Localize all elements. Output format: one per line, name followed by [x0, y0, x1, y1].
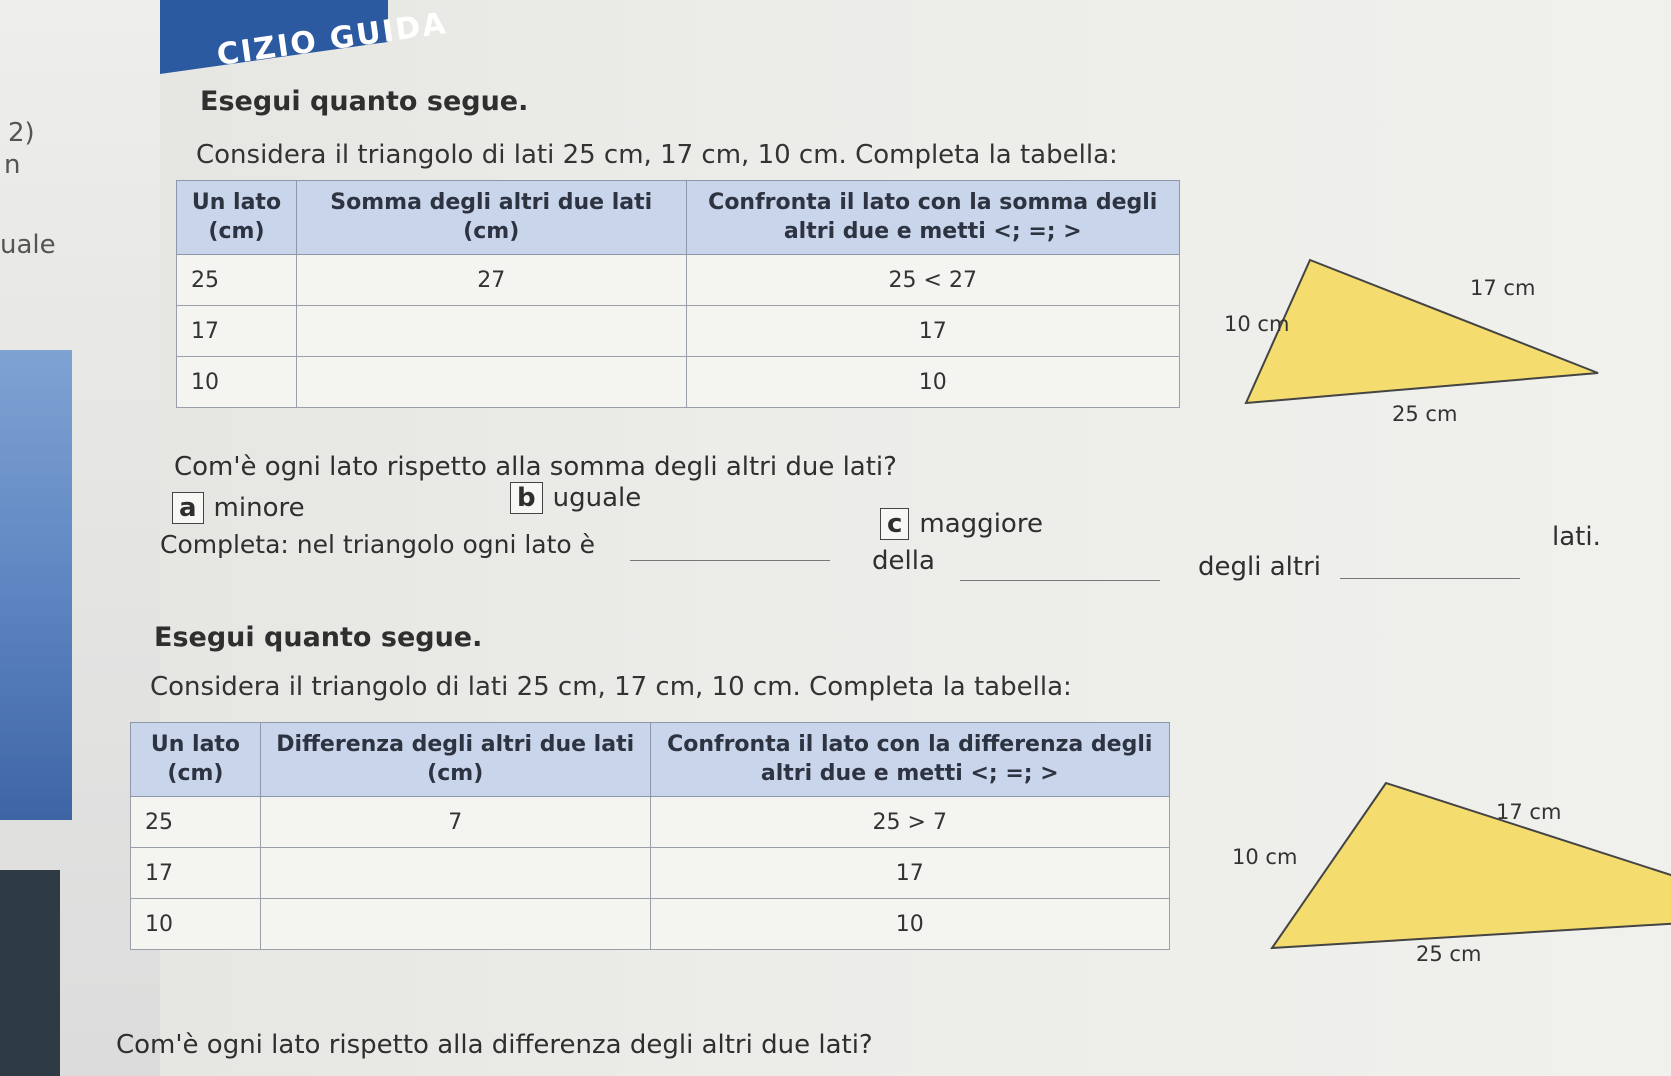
option-b[interactable] [510, 482, 641, 514]
ex1-triangle [1240, 255, 1620, 415]
banner-title: CIZIO GUIDA [214, 6, 450, 73]
option-text: maggiore [919, 509, 1043, 539]
triangle-label-right: 17 cm [1496, 800, 1562, 824]
ex2-table [130, 722, 1170, 950]
workbook-page [116, 0, 1671, 1076]
side-cell: 10 [177, 357, 297, 408]
sum-cell[interactable] [296, 306, 686, 357]
difference-cell[interactable] [260, 899, 650, 950]
side-cell: 25 [177, 255, 297, 306]
completa-text: Completa: nel triangolo ogni lato è [160, 530, 596, 559]
option-letter: b [510, 482, 543, 514]
table-row [177, 306, 1180, 357]
compare-cell[interactable]: 17 [686, 306, 1180, 357]
triangle-shape [1272, 783, 1671, 948]
compare-cell[interactable]: 10 [686, 357, 1180, 408]
side-cell: 10 [131, 899, 261, 950]
option-c[interactable] [880, 508, 1043, 540]
answer-line-3[interactable] [1340, 578, 1520, 579]
ex2-triangle [1266, 778, 1671, 958]
triangle-label-left: 10 cm [1224, 312, 1290, 336]
ex1-header-side: Un lato (cm) [177, 181, 297, 255]
sum-cell[interactable] [296, 357, 686, 408]
table-row [131, 899, 1170, 950]
option-text: minore [213, 493, 305, 523]
side-cell: 25 [131, 797, 261, 848]
ex1-table-header [177, 181, 1180, 255]
answer-line-1[interactable] [630, 560, 830, 561]
lati-text: lati. [1552, 522, 1601, 552]
option-letter: a [172, 492, 204, 524]
compare-cell[interactable]: 10 [650, 899, 1169, 950]
compare-cell[interactable]: 25 > 7 [650, 797, 1169, 848]
triangle-shape [1246, 260, 1598, 403]
degli-altri-text: degli altri [1198, 552, 1321, 582]
margin-number: 2) [8, 118, 35, 148]
option-letter: c [880, 508, 909, 540]
ex2-table-header [131, 723, 1170, 797]
margin-fragment: n [4, 150, 21, 180]
ex1-header-other: Somma degli altri due lati (cm) [296, 181, 686, 255]
ex2-heading: Esegui quanto segue. [154, 622, 483, 653]
margin-fragment-2: uale [0, 230, 56, 260]
triangle-label-right: 17 cm [1470, 276, 1536, 300]
ex2-header-side: Un lato (cm) [131, 723, 261, 797]
option-text: uguale [552, 483, 642, 513]
side-cell: 17 [177, 306, 297, 357]
table-row [177, 255, 1180, 306]
ex1-table [176, 180, 1180, 408]
compare-cell[interactable]: 17 [650, 848, 1169, 899]
triangle-label-left: 10 cm [1232, 845, 1298, 869]
answer-line-2[interactable] [960, 580, 1160, 581]
triangle-label-bottom: 25 cm [1392, 402, 1458, 426]
della-text: della [872, 546, 935, 576]
ex1-instruction: Considera il triangolo di lati 25 cm, 17 cm, 10 cm. Completa la tabella: [196, 140, 1118, 170]
table-row [177, 357, 1180, 408]
ex2-header-other: Differenza degli altri due lati (cm) [260, 723, 650, 797]
ex2-question: Com'è ogni lato rispetto alla differenza degli altri due lati? [116, 1030, 873, 1060]
ex1-heading: Esegui quanto segue. [200, 86, 529, 117]
left-page-image [0, 350, 72, 820]
sum-cell[interactable]: 27 [296, 255, 686, 306]
difference-cell[interactable]: 7 [260, 797, 650, 848]
ex1-question: Com'è ogni lato rispetto alla somma degli altri due lati? [174, 452, 897, 482]
option-a[interactable] [172, 492, 305, 524]
table-row [131, 797, 1170, 848]
table-row [131, 848, 1170, 899]
side-cell: 17 [131, 848, 261, 899]
left-page-dark-image [0, 870, 60, 1076]
ex1-header-compare: Confronta il lato con la somma degli altri due e metti <; =; > [686, 181, 1180, 255]
difference-cell[interactable] [260, 848, 650, 899]
ex2-header-compare: Confronta il lato con la differenza degli altri due e metti <; =; > [650, 723, 1169, 797]
triangle-label-bottom: 25 cm [1416, 942, 1482, 966]
ex2-instruction: Considera il triangolo di lati 25 cm, 17 cm, 10 cm. Completa la tabella: [150, 672, 1072, 702]
compare-cell[interactable]: 25 < 27 [686, 255, 1180, 306]
